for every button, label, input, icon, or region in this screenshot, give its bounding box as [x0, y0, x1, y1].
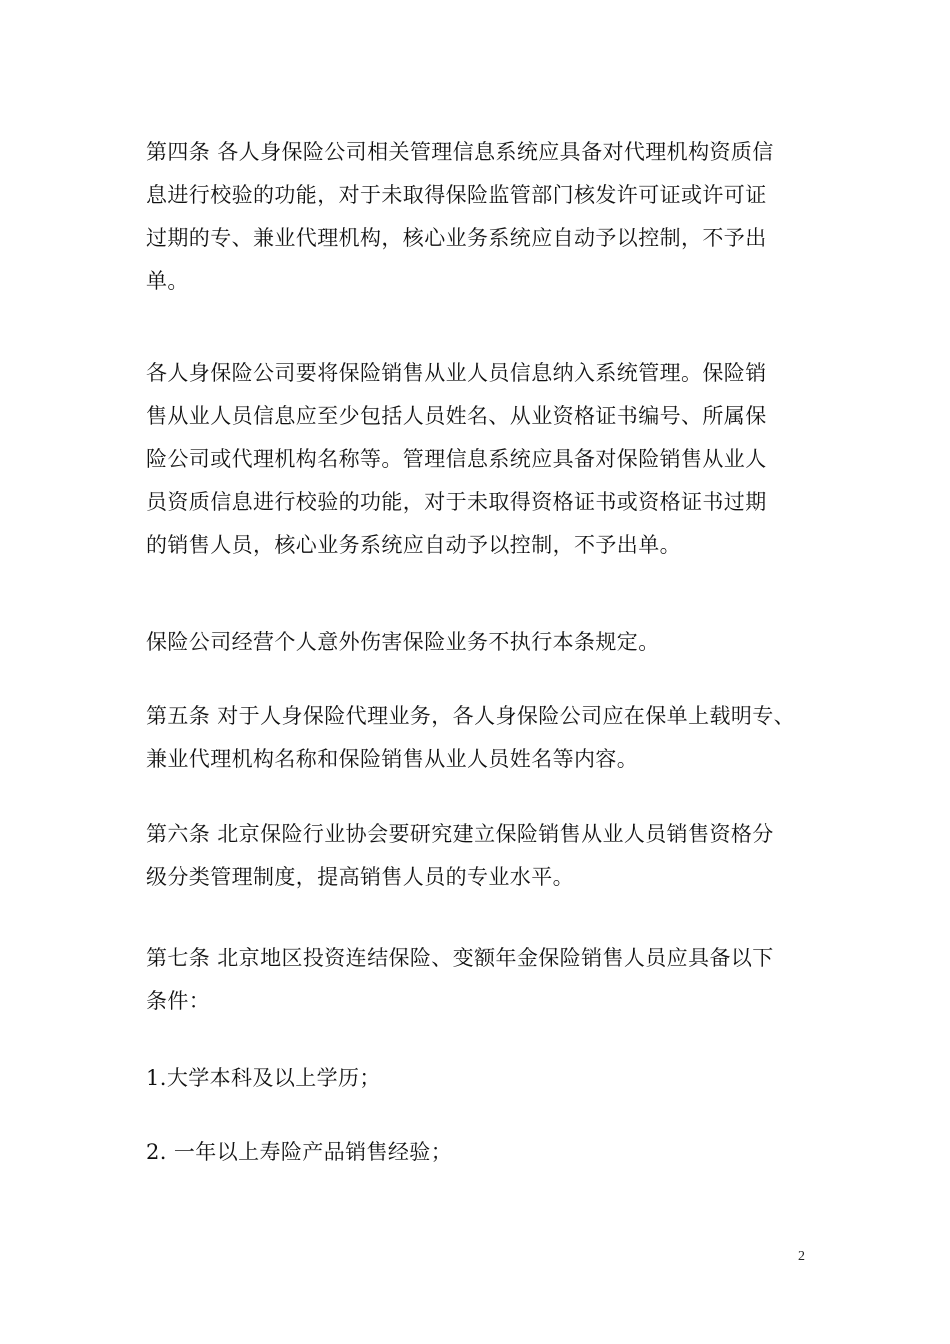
- condition-item-2: [146, 1131, 836, 1174]
- article-4-paragraph: [146, 131, 836, 303]
- sales-staff-info-paragraph: [146, 352, 836, 567]
- text-line: 保险公司经营个人意外伤害保险业务不执行本条规定。: [146, 630, 660, 654]
- text-line: 2. 一年以上寿险产品销售经验；: [146, 1140, 453, 1164]
- text-line: 1.大学本科及以上学历；: [146, 1066, 381, 1090]
- text-line: 险公司或代理机构名称等。管理信息系统应具备对保险销售从业人: [146, 447, 767, 471]
- exemption-paragraph: [146, 621, 836, 664]
- article-7-paragraph: [146, 937, 836, 1023]
- text-line: 级分类管理制度，提高销售人员的专业水平。: [146, 865, 574, 889]
- text-line: 单。: [146, 269, 189, 293]
- text-line: 第四条 各人身保险公司相关管理信息系统应具备对代理机构资质信: [146, 140, 774, 164]
- text-line: 的销售人员，核心业务系统应自动予以控制，不予出单。: [146, 533, 681, 557]
- text-line: 第六条 北京保险行业协会要研究建立保险销售从业人员销售资格分: [146, 822, 774, 846]
- text-line: 各人身保险公司要将保险销售从业人员信息纳入系统管理。保险销: [146, 361, 767, 385]
- condition-item-1: [146, 1057, 836, 1100]
- article-5-paragraph: [146, 695, 836, 781]
- text-line: 售从业人员信息应至少包括人员姓名、从业资格证书编号、所属保: [146, 404, 767, 428]
- page-number: 2: [798, 1249, 805, 1264]
- article-6-paragraph: [146, 813, 836, 899]
- text-line: 第七条 北京地区投资连结保险、变额年金保险销售人员应具备以下: [146, 946, 774, 970]
- text-line: 员资质信息进行校验的功能，对于未取得资格证书或资格证书过期: [146, 490, 767, 514]
- text-line: 兼业代理机构名称和保险销售从业人员姓名等内容。: [146, 747, 639, 771]
- text-line: 息进行校验的功能，对于未取得保险监管部门核发许可证或许可证: [146, 183, 767, 207]
- text-line: 条件：: [146, 989, 211, 1013]
- text-line: 过期的专、兼业代理机构，核心业务系统应自动予以控制，不予出: [146, 226, 767, 250]
- text-line: 第五条 对于人身保险代理业务，各人身保险公司应在保单上载明专、: [146, 704, 796, 728]
